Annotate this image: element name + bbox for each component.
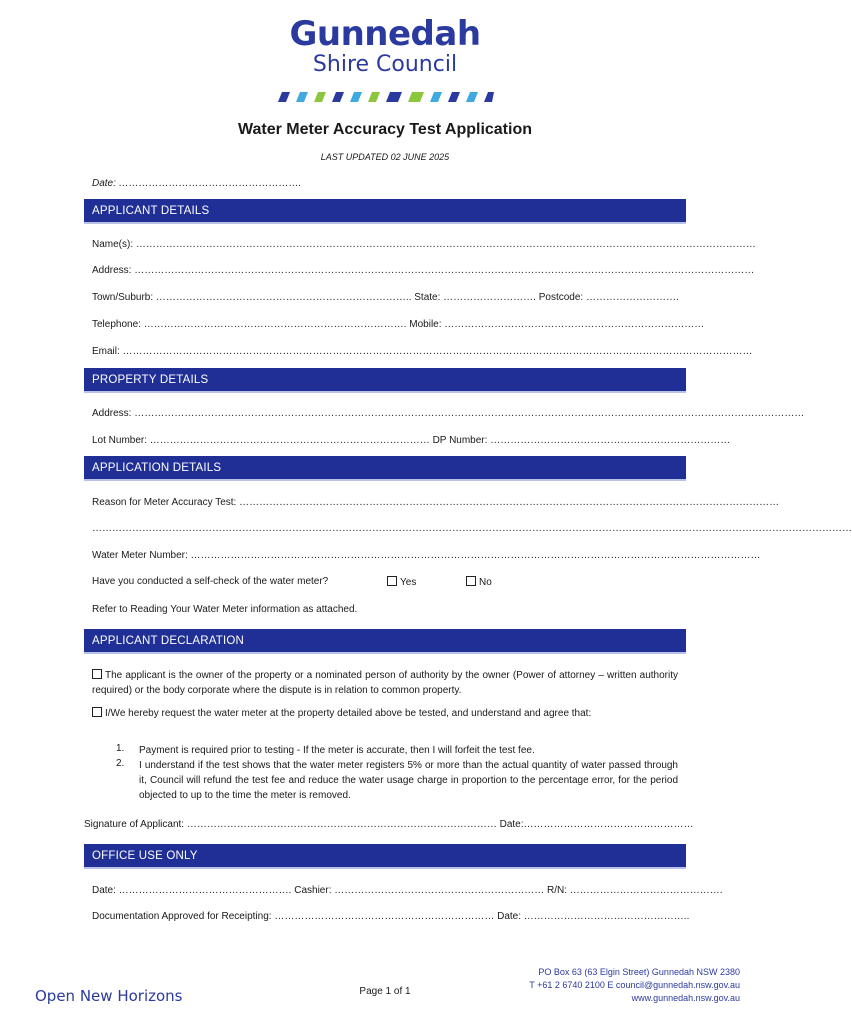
refer-note: Refer to Reading Your Water Meter information as attached.: [92, 604, 358, 615]
yes-checkbox[interactable]: [387, 576, 397, 586]
yes-option[interactable]: [387, 576, 416, 588]
footer-contact: [520, 966, 740, 1005]
list-item-payment: Payment is required prior to testing - If the meter is accurate, then I will forfeit the test fee.: [139, 745, 535, 756]
last-updated: LAST UPDATED 02 JUNE 2025: [320, 152, 450, 162]
footer-website[interactable]: www.gunnedah.nsw.gov.au: [631, 993, 740, 1003]
page-number: Page 1 of 1: [359, 986, 411, 997]
address-field[interactable]: Address: ……………………………………………………………………………………………………………………………………………………………………: [92, 265, 755, 276]
footer-slogan: Open New Horizons: [35, 987, 183, 1005]
office-date-cashier-rn-field[interactable]: Date: ……………………………………………. Cashier: ……………………………………………………… R/N: ……………………………………….: [92, 885, 723, 896]
name-field[interactable]: Name(s): ……………………………………………………………………………………………………………………………………………………………………: [92, 239, 756, 250]
selfcheck-question: Have you conducted a self-check of the water meter?: [92, 576, 329, 587]
meter-number-field[interactable]: Water Meter Number: ………………………………………………………………………………………………………………………………………………………: [92, 550, 761, 561]
application-details-heading: APPLICATION DETAILS: [84, 456, 686, 481]
page-title: Water Meter Accuracy Test Application: [238, 121, 532, 138]
documentation-approved-field[interactable]: Documentation Approved for Receipting: ………………………………………………………… Date: …………………………………………..: [92, 911, 690, 922]
applicant-details-heading: APPLICANT DETAILS: [84, 199, 686, 224]
no-checkbox[interactable]: [466, 576, 476, 586]
logo-sub-text: Shire Council: [312, 52, 458, 77]
signature-date-field[interactable]: Signature of Applicant: ………………………………………………………………………………… Date:……………………………………………: [84, 819, 694, 830]
email-field[interactable]: Email: ………………………………………………………………………………………………………………………………………………………………………: [92, 346, 753, 357]
reason-continued-field[interactable]: …………………………………………………………………………………………………………………………………………………………………………………………………………: [92, 523, 852, 534]
no-label: No: [479, 577, 492, 588]
logo-stripes-icon: [278, 92, 494, 102]
list-item-number: 2.: [116, 758, 125, 769]
request-declaration: [92, 706, 678, 721]
owner-checkbox[interactable]: [92, 669, 102, 679]
yes-label: Yes: [400, 577, 417, 588]
list-item-refund: I understand if the test shows that the water meter registers 5% or more than the actual quantity of water passed through it, Council will refund the test fee and reduce the water usage charge in proportion to the percentage error, for the period objected to up to the time the meter is removed.: [139, 760, 678, 801]
footer-address: PO Box 63 (63 Elgin Street) Gunnedah NSW 2380: [538, 967, 740, 977]
request-declaration-text: I/We hereby request the water meter at the property detailed above be tested, and understand and agree that:: [105, 708, 592, 719]
logo-main-text: Gunnedah: [289, 14, 481, 54]
reason-field[interactable]: Reason for Meter Accuracy Test: ………………………………………………………………………………………………………………………………………………: [92, 497, 780, 508]
footer-phone-email: T +61 2 6740 2100 E council@gunnedah.nsw.gov.au: [529, 980, 740, 990]
town-state-postcode-field[interactable]: Town/Suburb: ………………………………………………………………….. State: ………………………. Postcode: ……………………….: [92, 292, 679, 303]
council-logo: [0, 14, 770, 78]
office-use-heading: OFFICE USE ONLY: [84, 844, 686, 869]
no-option[interactable]: [466, 576, 492, 588]
applicant-declaration-heading: APPLICANT DECLARATION: [84, 629, 686, 654]
date-field[interactable]: Date: ……………………………………………….: [92, 178, 302, 189]
list-item-number: 1.: [116, 743, 125, 754]
telephone-mobile-field[interactable]: Telephone: ……………………………………………………………………. Mobile: ……………………………………………………………………: [92, 319, 705, 330]
owner-declaration-text: The applicant is the owner of the property or a nominated person of authority by the owner (Power of attorney – written authority required) or the body corporate where the dispute is in relation to common property.: [92, 670, 678, 696]
lot-dp-number-field[interactable]: Lot Number: ………………………………………………………………………… DP Number: ………………………………………………………………: [92, 435, 731, 446]
property-address-field[interactable]: Address: …………………………………………………………………………………………………………………………………………………………………………………: [92, 408, 805, 419]
owner-declaration: [92, 668, 678, 698]
property-details-heading: PROPERTY DETAILS: [84, 368, 686, 393]
request-checkbox[interactable]: [92, 707, 102, 717]
